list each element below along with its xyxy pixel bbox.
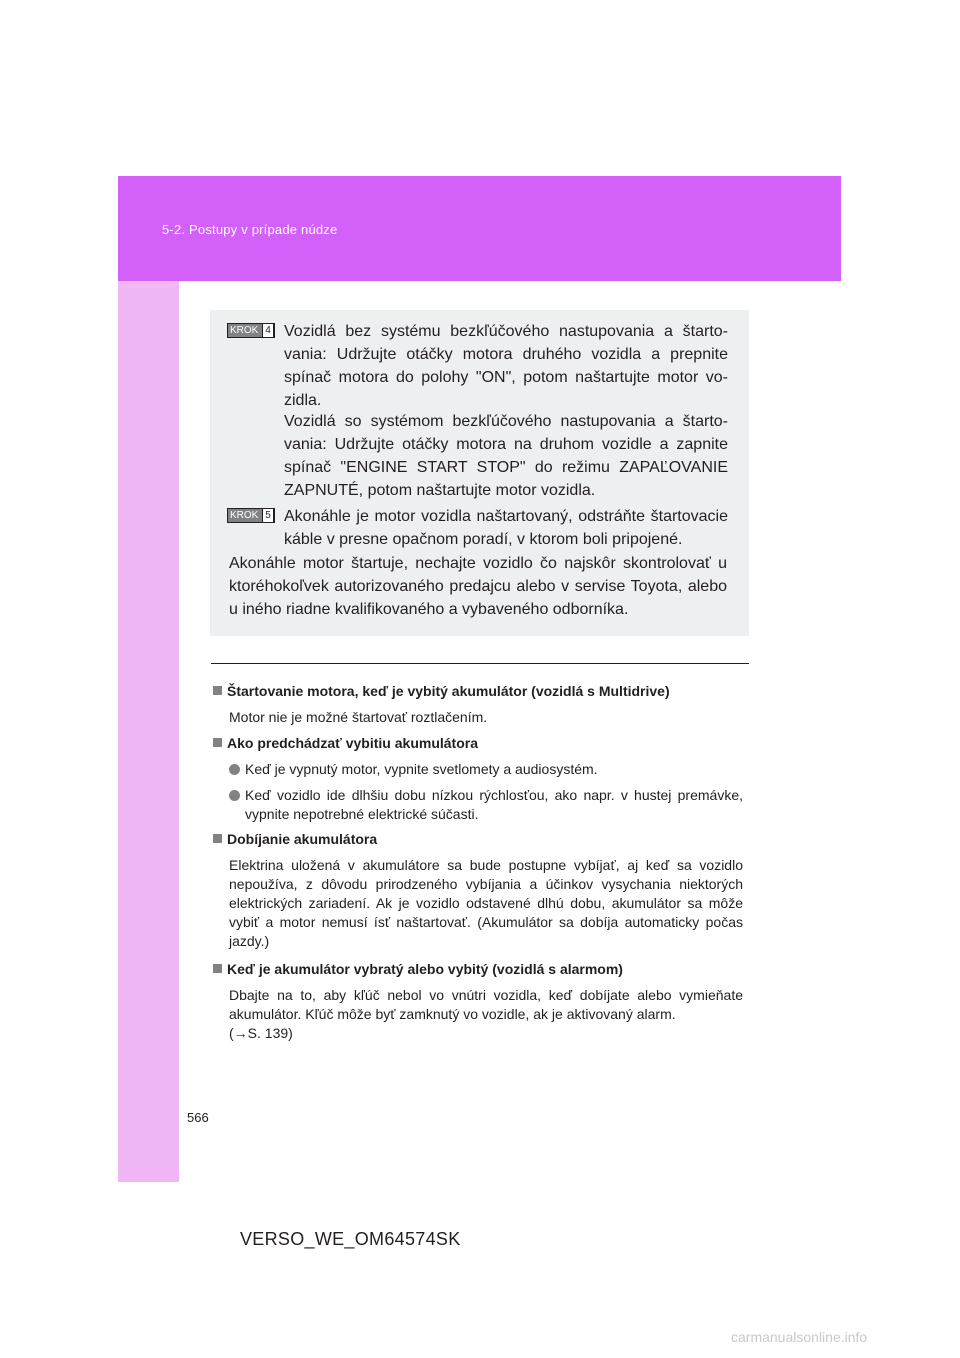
step-number: 5 — [262, 508, 274, 523]
chapter-sidebar — [118, 176, 179, 1182]
note-heading-multidrive: Štartovanie motora, keď je vybitý akumulátor (vozidlá s Multidrive) — [213, 683, 670, 699]
square-bullet-icon — [213, 964, 222, 973]
step-badge-label: KROK — [230, 325, 259, 336]
box-note: Akonáhle motor štartuje, nechajte vozidlo čo najskôr skontrolovať u ktoréhokoľvek autorizovaného predajcu alebo v servise Toyota, alebo u iného riadne kvalifikovaného a vybaveného odborníka. — [229, 555, 727, 618]
note-body-multidrive: Motor nie je možné štartovať roztlačením. — [229, 709, 488, 725]
watermark: carmanualsonline.info — [731, 1329, 868, 1345]
document-code: VERSO_WE_OM64574SK — [240, 1229, 461, 1249]
note-body-charging: Elektrina uložená v akumulátore sa bude postupne vybíjať, aj keď sa vozidlo nepoužíva, z dôvodu prirodzeného vybíjania a účinkov vysychania niektorých elektrických zariadení. Ak je vozidlo odstavené dlhú dobu, akumulátor sa môže vybiť a motor nemusí ísť naštartovať. (Akumulátor sa dobíja automaticky počas jazdy.) — [229, 857, 743, 949]
note-heading-prevent-discharge: Ako predchádzať vybitiu akumulátora — [213, 735, 478, 751]
page-reference: (→S. 139) — [229, 1025, 293, 1041]
page-number: 566 — [187, 1110, 209, 1125]
note-heading-charging: Dobíjanie akumulátora — [213, 831, 377, 847]
circle-bullet-icon — [229, 790, 240, 801]
step-4-text-1: Vozidlá bez systému bezkľúčového nastupovania a štartovania: Udržujte otáčky motora druhého vozidla a prepnite spínač motora do polohy "ON", potom naštartujte motor vozidla. — [284, 323, 728, 409]
square-bullet-icon — [213, 834, 222, 843]
step-4-text-2: Vozidlá so systémom bezkľúčového nastupovania a štartovania: Udržujte otáčky motora na druhom vozidle a zapnite spínač "ENGINE START STOP" do režimu ZAPAĽOVANIE ZAPNUTÉ, potom naštartujte motor vozidla. — [284, 413, 728, 499]
circle-bullet-icon — [229, 764, 240, 775]
note-body-alarm: Dbajte na to, aby kľúč nebol vo vnútri vozidla, keď dobíjate alebo vymieňate akumulátor. Kľúč môže byť zamknutý vo vozidle, ak je aktivovaný alarm. (→S. 139) — [229, 987, 743, 1041]
step-badge-label: KROK — [230, 510, 259, 521]
step-badge-4 — [227, 323, 275, 338]
divider — [211, 663, 749, 664]
section-title: 5-2. Postupy v prípade núdze — [162, 222, 338, 237]
step-number: 4 — [262, 323, 274, 338]
note-heading-alarm: Keď je akumulátor vybratý alebo vybitý (vozidlá s alarmom) — [213, 961, 623, 977]
square-bullet-icon — [213, 738, 222, 747]
step-badge-5 — [227, 508, 275, 523]
list-item: Keď je vypnutý motor, vypnite svetlomety a audiosystém. — [229, 760, 743, 779]
square-bullet-icon — [213, 686, 222, 695]
step-5-text: Akonáhle je motor vozidla naštartovaný, odstráňte štartovacie káble v presne opačnom poradí, v ktorom boli pripojené. — [284, 508, 728, 548]
list-item: Keď vozidlo ide dlhšiu dobu nízkou rýchlosťou, ako napr. v hustej premávke, vypnite nepotrebné elektrické súčasti. — [229, 786, 743, 824]
